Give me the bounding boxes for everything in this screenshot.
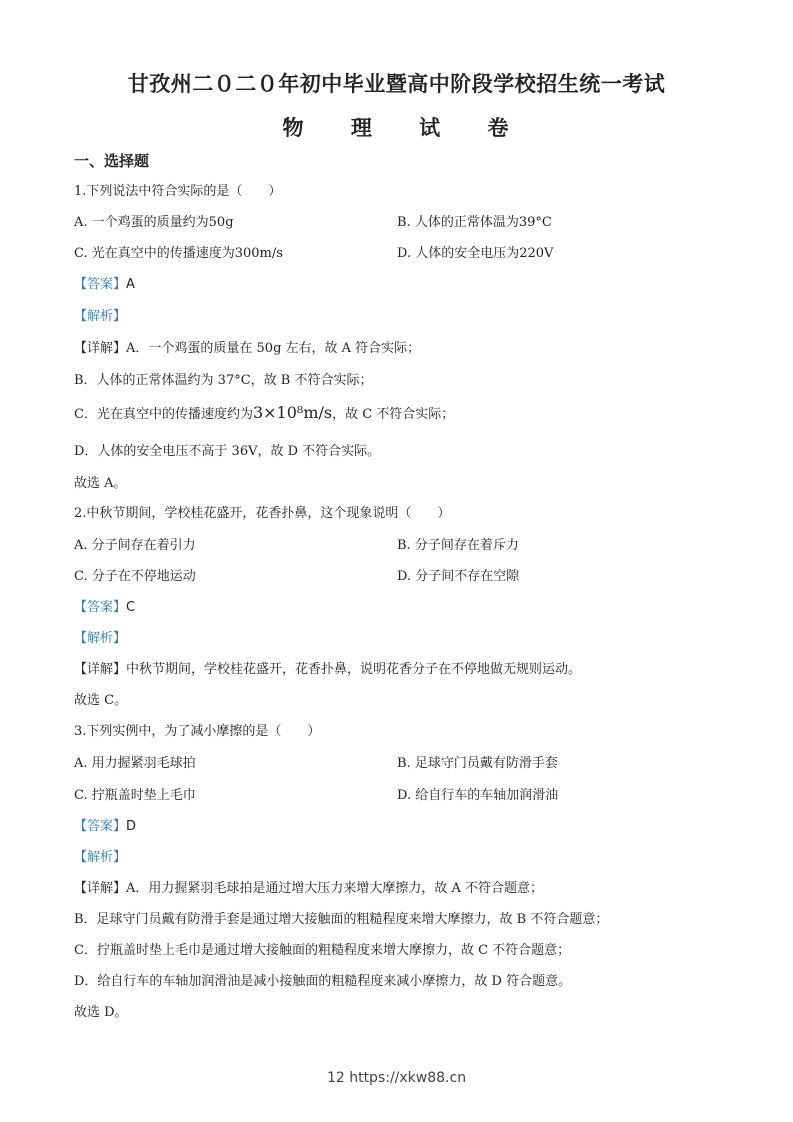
q1-detail-3 (74, 404, 454, 424)
q1-analysis-tag: 【解析】 (74, 309, 127, 324)
answer-value: A (126, 277, 135, 292)
answer-value: D (126, 819, 137, 834)
speed-of-light-formula: 3×10⁸m/s (252, 403, 333, 422)
q1-detail-3-pre: C．光在真空中的传播速度约为 (74, 407, 253, 422)
q2-option-a: A. 分子间存在着引力 (74, 538, 196, 553)
q3-detail-2: B．足球守门员戴有防滑手套是通过增大接触面的粗糙程度来增大摩擦力，故 B 不符合题意； (74, 912, 609, 927)
q1-detail-1: 【详解】A．一个鸡蛋的质量在 50g 左右，故 A 符合实际； (74, 341, 421, 356)
q2-answer (74, 599, 135, 617)
q3-answer (74, 818, 136, 836)
q2-choice: 故选 C。 (74, 693, 128, 708)
answer-tag: 【答案】 (74, 277, 127, 292)
q3-detail-4: D．给自行车的车轴加润滑油是减小接触面的粗糙程度来减小摩擦力，故 D 符合题意。 (74, 974, 572, 989)
q2-option-d: D. 分子间不存在空隙 (397, 569, 520, 584)
q1-answer (74, 276, 135, 294)
q3-stem: 3.下列实例中，为了减小摩擦的是（ ） (74, 724, 321, 739)
q1-option-d: D. 人体的安全电压为220V (397, 246, 554, 261)
q3-detail-3: C．拧瓶盖时垫上毛巾是通过增大接触面的粗糙程度来增大摩擦力，故 C 不符合题意； (74, 943, 571, 958)
q3-option-b: B. 足球守门员戴有防滑手套 (397, 756, 558, 771)
q3-option-c: C. 拧瓶盖时垫上毛巾 (74, 788, 196, 803)
q3-option-d: D. 给自行车的车轴加润滑油 (397, 788, 559, 803)
q2-analysis-tag: 【解析】 (74, 631, 127, 646)
q2-stem: 2.中秋节期间，学校桂花盛开，花香扑鼻，这个现象说明（ ） (74, 506, 451, 521)
q2-option-b: B. 分子间存在着斥力 (397, 538, 519, 553)
q1-choice: 故选 A。 (74, 476, 127, 491)
page-footer: 12 https://xkw88.cn (326, 1070, 467, 1086)
q1-option-c: C. 光在真空中的传播速度为300m/s (74, 246, 283, 261)
page-title: 甘孜州二０二０年初中毕业暨高中阶段学校招生统一考试 (127, 72, 666, 96)
q1-detail-2: B．人体的正常体温约为 37°C，故 B 不符合实际； (74, 373, 373, 388)
q3-analysis-tag: 【解析】 (74, 850, 127, 865)
section-heading: 一、选择题 (74, 152, 150, 170)
q2-detail-1: 【详解】中秋节期间，学校桂花盛开，花香扑鼻，说明花香分子在不停地做无规则运动。 (74, 662, 582, 677)
answer-value: C (126, 600, 136, 615)
q3-option-a: A. 用力握紧羽毛球拍 (74, 756, 196, 771)
q1-option-a: A. 一个鸡蛋的质量约为50g (74, 215, 234, 230)
q1-detail-3-post: ，故 C 不符合实际； (332, 407, 455, 422)
answer-tag: 【答案】 (74, 819, 127, 834)
page-subtitle: 物 理 试 卷 (282, 116, 511, 140)
q3-choice: 故选 D。 (74, 1005, 128, 1020)
q1-detail-4: D．人体的安全电压不高于 36V，故 D 不符合实际。 (74, 444, 381, 459)
q1-option-b: B. 人体的正常体温为39°C (397, 215, 552, 230)
q2-option-c: C. 分子在不停地运动 (74, 569, 196, 584)
q3-detail-1: 【详解】A．用力握紧羽毛球拍是通过增大压力来增大摩擦力，故 A 不符合题意； (74, 881, 544, 896)
answer-tag: 【答案】 (74, 600, 127, 615)
q1-stem: 1.下列说法中符合实际的是（ ） (74, 184, 282, 199)
